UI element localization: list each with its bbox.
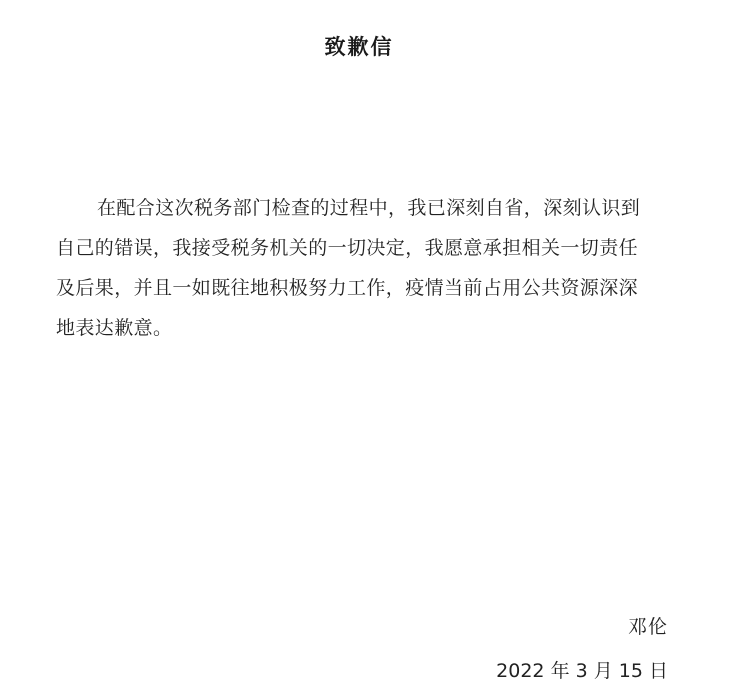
letter-line: 在配合这次税务部门检查的过程中，我已深刻自省，深刻认识到 <box>97 197 641 219</box>
letter-line: 自己的错误，我接受税务机关的一切决定，我愿意承担相关一切责任 <box>56 237 639 259</box>
letter-title: 致歉信 <box>324 35 394 59</box>
signature-date: 2022 年 3 月 15 日 <box>496 660 668 682</box>
signature-name: 邓伦 <box>627 616 668 638</box>
letter-line: 地表达歉意。 <box>56 317 173 339</box>
letter-body <box>56 195 696 355</box>
letter-line: 及后果，并且一如既往地积极努力工作，疫情当前占用公共资源深深 <box>56 277 639 299</box>
